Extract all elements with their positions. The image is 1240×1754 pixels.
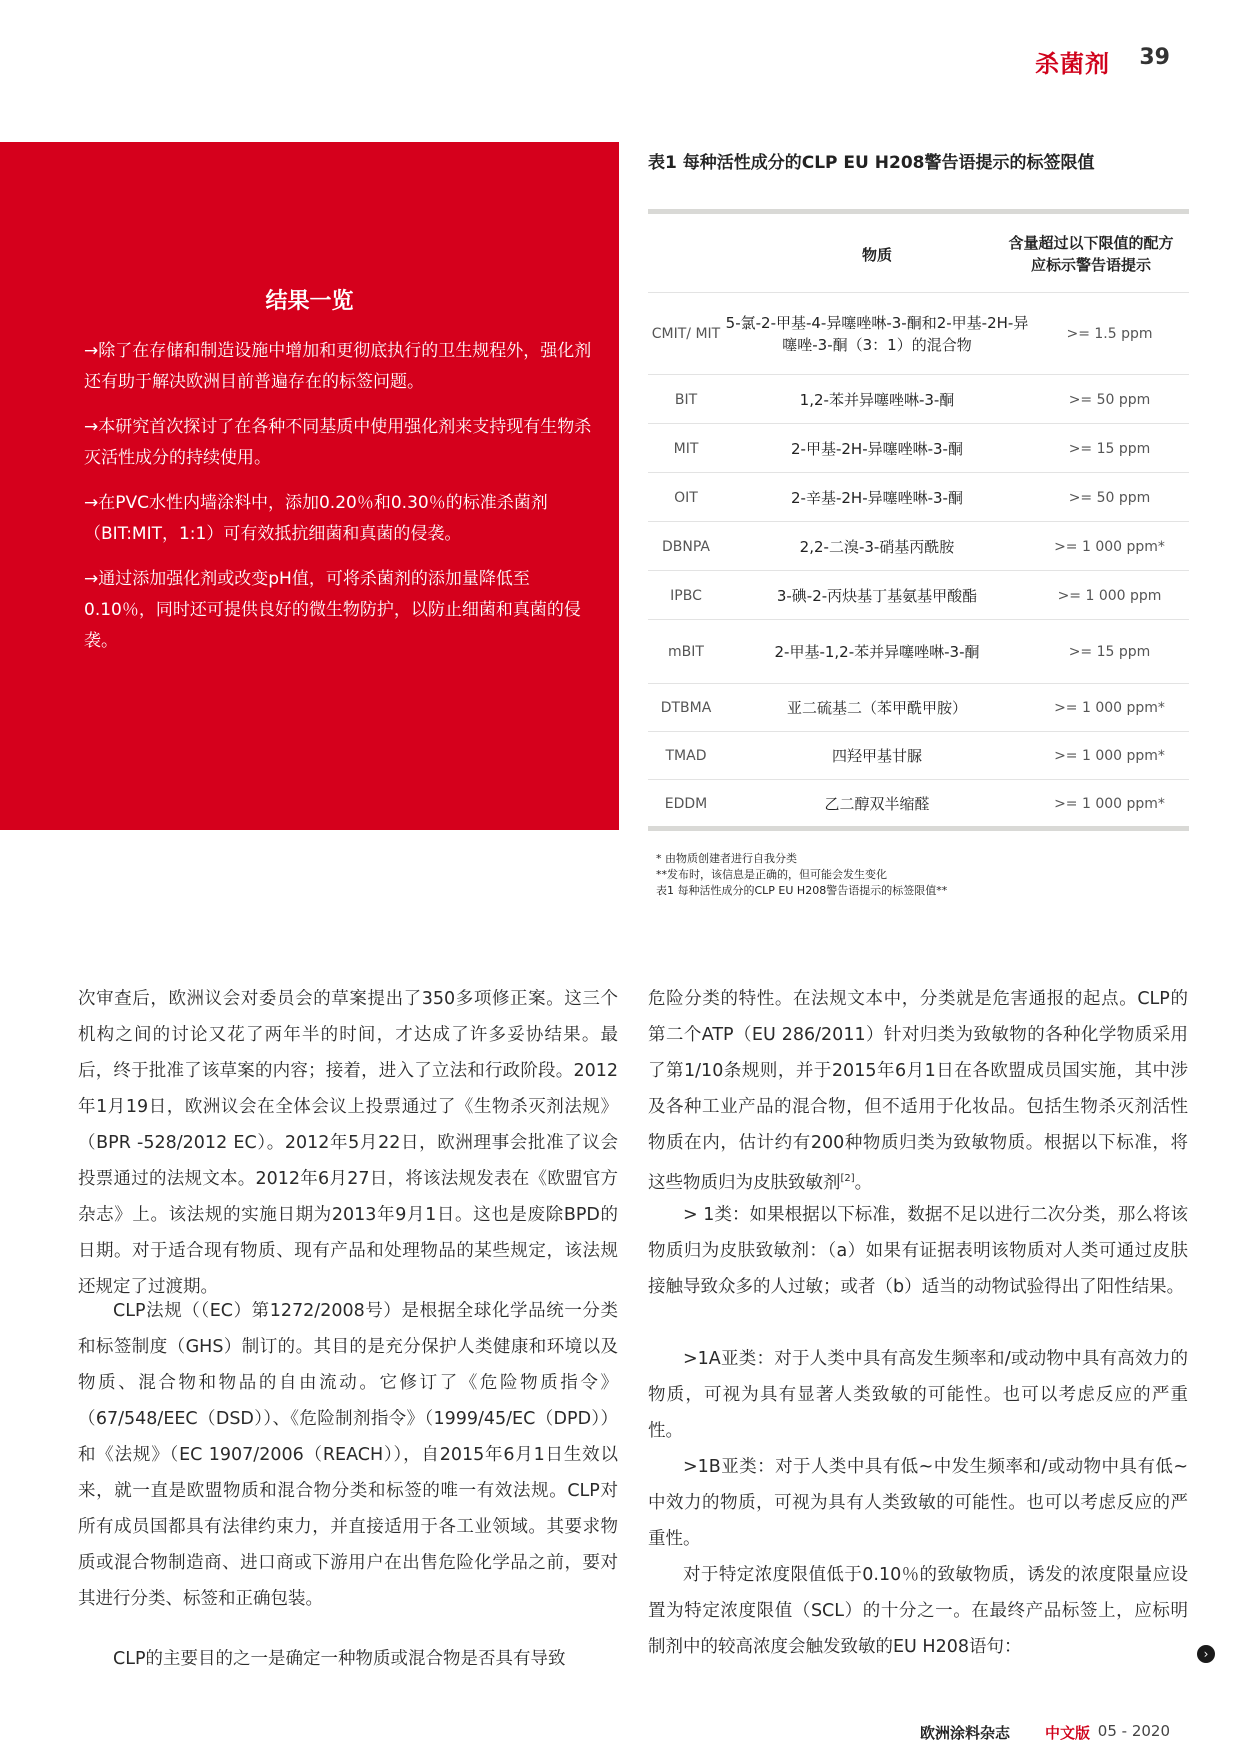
results-title: 结果一览 — [265, 289, 354, 314]
result-item: →在PVC水性内墙涂料中，添加0.20％和0.30％的标准杀菌剂（BIT:MIT，1:1）可有效抵抗细菌和真菌的侵袭。 — [84, 493, 548, 544]
paragraph-end: 。 — [854, 1172, 873, 1193]
table-bottom-rule — [648, 826, 1189, 831]
row-limit: >= 50 ppm — [1068, 489, 1151, 506]
table-row — [648, 521, 1189, 571]
table-row — [648, 472, 1189, 522]
body-paragraph: CLP法规（（EC）第1272/2008号）是根据全球化学品统一分类和标签制度（GHS）制订的。其目的是充分保护人类健康和环境以及物质、混合物和物品的自由流动。它修订了《危险物质指令》（67/548/EEC（DSD））、《危险制剂指令》（1999/45/EC（DPD））和《法规》（EC 1907/2006（REACH）），自2015年6月1日生效以来，就一直是欧盟物质和混合物分类和标签的唯一有效法规。CLP对所有成员国都具有法律约束力，并直接适用于各工业领域。其要求物质或混合物制造商、进口商或下游用户在出售危险化学品之前，要对其进行分类、标签和正确包装。 — [78, 1301, 618, 1609]
table-header-substance: 物质 — [861, 246, 892, 264]
table-row — [648, 423, 1189, 473]
row-substance: 3-碘-2-丙炔基丁基氨基甲酸酯 — [776, 586, 978, 605]
table-header-limit: 含量超过以下限值的配方应标示警告语提示 — [1008, 234, 1174, 274]
row-abbreviation: DTBMA — [660, 700, 712, 716]
table-footnote: 表1 每种活性成分的CLP EU H208警告语提示的标签限值** — [656, 884, 948, 897]
row-substance: 2-辛基-2H-异噻唑啉-3-酮 — [791, 488, 963, 507]
table-row — [648, 731, 1189, 780]
body-paragraph: >1A亚类：对于人类中具有高发生频率和/或动物中具有高效力的物质，可视为具有显著人类致敏的可能性。也可以考虑反应的严重性。 — [648, 1349, 1188, 1441]
table-row — [648, 292, 1189, 375]
table-footnote: * 由物质创建者进行自我分类 — [656, 852, 797, 865]
body-paragraph: 对于特定浓度限值低于0.10％的致敏物质，诱发的浓度限量应设置为特定浓度限值（SCL）的十分之一。在最终产品标签上，应标明制剂中的较高浓度会触发致敏的EU H208语句： — [648, 1565, 1188, 1657]
row-abbreviation: TMAD — [665, 748, 707, 764]
footer-edition: 中文版 — [1044, 1724, 1090, 1742]
body-paragraph — [648, 981, 1188, 1201]
row-abbreviation: CMIT/ MIT — [651, 326, 721, 342]
row-substance: 亚二硫基二（苯甲酰甲胺） — [786, 699, 967, 717]
table-row — [648, 779, 1189, 827]
row-abbreviation: MIT — [673, 440, 699, 457]
citation-ref: [2] — [840, 1173, 855, 1184]
row-limit: >= 1 000 ppm* — [1054, 748, 1165, 764]
row-limit: >= 1 000 ppm* — [1054, 795, 1165, 812]
row-abbreviation: EDDM — [664, 795, 708, 812]
row-substance: 5-氯-2-甲基-4-异噻唑啉-3-酮和2-甲基-2H-异噻唑-3-酮（3：1）的混合物 — [725, 314, 1029, 354]
section-title: 杀菌剂 — [1035, 50, 1110, 78]
row-abbreviation: BIT — [674, 391, 698, 408]
row-substance: 四羟甲基甘脲 — [831, 747, 922, 765]
row-limit: >= 1.5 ppm — [1066, 326, 1153, 342]
row-substance: 1,2-苯并异噻唑啉-3-酮 — [799, 390, 955, 409]
row-substance: 2-甲基-2H-异噻唑啉-3-酮 — [791, 439, 963, 458]
paragraph-text: 危险分类的特性。在法规文本中，分类就是危害通报的起点。CLP的第二个ATP（EU 286/2011）针对归类为致敏物的各种化学物质采用了第1/10条规则，并于2015年6月1日在各欧盟成员国实施，其中涉及各种工业产品的混合物，但不适用于化妆品。包括生物杀灭剂活性物质在内，估计约有200种物质归类为致敏物质。根据以下标准，将这些物质归为皮肤致敏剂 — [648, 989, 1188, 1193]
row-limit: >= 15 ppm — [1068, 644, 1151, 660]
row-limit: >= 1 000 ppm* — [1054, 538, 1165, 555]
result-item: →除了在存储和制造设施中增加和更彻底执行的卫生规程外，强化剂还有助于解决欧洲目前普遍存在的标签问题。 — [84, 341, 592, 392]
table-row — [648, 683, 1189, 732]
table-top-rule — [648, 209, 1189, 214]
body-paragraph: 次审查后，欧洲议会对委员会的草案提出了350多项修正案。这三个机构之间的讨论又花了两年半的时间，才达成了许多妥协结果。最后，终于批准了该草案的内容；接着，进入了立法和行政阶段。2012年1月19日，欧洲议会在全体会议上投票通过了《生物杀灭剂法规》（BPR -528/2012 EC）。2012年5月22日，欧洲理事会批准了议会投票通过的法规文本。2012年6月27日，将该法规发表在《欧盟官方杂志》上。该法规的实施日期为2013年9月1日。这也是废除BPD的日期。对于适合现有物质、现有产品和处理物品的某些规定，该法规还规定了过渡期。 — [78, 989, 618, 1297]
row-limit: >= 15 ppm — [1068, 440, 1151, 457]
row-abbreviation: mBIT — [668, 644, 704, 660]
results-box — [0, 142, 619, 830]
row-limit: >= 1 000 ppm* — [1054, 700, 1165, 716]
row-limit: >= 50 ppm — [1068, 391, 1151, 408]
table-footnote: **发布时，该信息是正确的，但可能会发生变化 — [656, 868, 887, 881]
page-number: 39 — [1139, 45, 1170, 70]
row-substance: 2,2-二溴-3-硝基丙酰胺 — [799, 537, 955, 556]
table-row — [648, 570, 1189, 620]
table-row — [648, 374, 1189, 424]
row-limit: >= 1 000 ppm — [1057, 587, 1162, 604]
body-paragraph: >1B亚类：对于人类中具有低~中发生频率和/或动物中具有低~中效力的物质，可视为具有人类致敏的可能性。也可以考虑反应的严重性。 — [648, 1457, 1188, 1549]
body-paragraph: > 1类：如果根据以下标准，数据不足以进行二次分类，那么将该物质归为皮肤致敏剂：（a）如果有证据表明该物质对人类可通过皮肤接触导致众多的人过敏；或者（b）适当的动物试验得出了阳性结果。 — [648, 1205, 1188, 1297]
table-caption: 表1 每种活性成分的CLP EU H208警告语提示的标签限值 — [648, 153, 1095, 173]
table-row — [648, 619, 1189, 684]
footer-magazine: 欧洲涂料杂志 — [919, 1724, 1010, 1742]
body-paragraph: CLP的主要目的之一是确定一种物质或混合物是否具有导致 — [113, 1649, 566, 1669]
row-substance: 乙二醇双半缩醛 — [824, 794, 930, 813]
result-item: →通过添加强化剂或改变pH值，可将杀菌剂的添加量降低至0.10％，同时还可提供良好的微生物防护，以防止细菌和真菌的侵袭。 — [84, 569, 581, 651]
row-abbreviation: IPBC — [670, 587, 702, 604]
row-substance: 2-甲基-1,2-苯并异噻唑啉-3-酮 — [774, 643, 980, 661]
continue-arrow-icon: › — [1197, 1645, 1215, 1663]
row-abbreviation: DBNPA — [662, 538, 710, 555]
row-abbreviation: OIT — [674, 489, 698, 506]
result-item: →本研究首次探讨了在各种不同基质中使用强化剂来支持现有生物杀灭活性成分的持续使用。 — [84, 417, 592, 468]
footer-issue: 05 - 2020 — [1097, 1722, 1170, 1740]
